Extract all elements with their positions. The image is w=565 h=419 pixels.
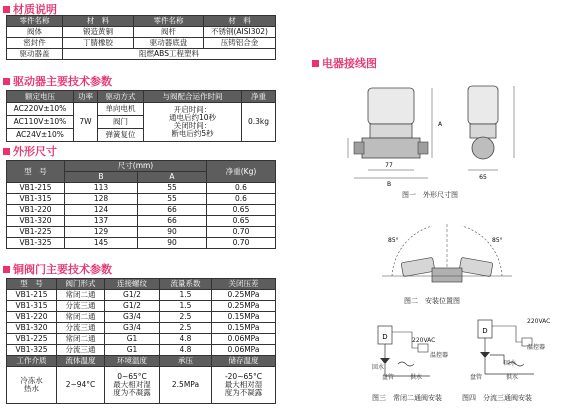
valve-cell: 常闭二通 bbox=[57, 312, 105, 323]
actuator-header: 驱动方式 bbox=[98, 91, 144, 103]
pressure-cell: 2.5MPa bbox=[160, 367, 212, 404]
material-header: 材 料 bbox=[204, 16, 276, 27]
voltage-cell: AC24V±10% bbox=[7, 129, 74, 142]
material-cell: 不锈钢(AISI302) bbox=[204, 27, 276, 38]
section-valve-title: 铜阀门主要技术参数 bbox=[3, 262, 112, 276]
supply-water-label-fig4: 供水 bbox=[506, 374, 519, 381]
bullet-icon bbox=[3, 78, 10, 85]
actuator-d-label: D bbox=[482, 327, 488, 335]
dimension-cell: 55 bbox=[138, 183, 207, 194]
valve-cell: 0.06MPa bbox=[212, 345, 276, 356]
bullet-icon bbox=[3, 148, 10, 155]
dimension-cell: 0.6 bbox=[207, 183, 276, 194]
valve-cell: 2.5 bbox=[160, 323, 212, 334]
valve-port-right bbox=[418, 142, 428, 154]
size-sub-header: B bbox=[65, 172, 138, 183]
actuator-header: 净重 bbox=[242, 91, 276, 103]
size-header: 尺寸(mm) bbox=[65, 161, 207, 172]
dimension-cell: 0.6 bbox=[207, 194, 276, 205]
outline-dimension-figure bbox=[340, 78, 540, 188]
drive-cell: 弹簧复位 bbox=[98, 129, 144, 142]
section-dimension-title: 外形尺寸 bbox=[3, 144, 57, 158]
dimension-cell: 113 bbox=[65, 183, 138, 194]
actuator-side-base bbox=[470, 124, 496, 138]
section-material-title: 材质说明 bbox=[3, 2, 57, 16]
valve-cell: VB1-220 bbox=[7, 312, 57, 323]
valve-cell: VB1-325 bbox=[7, 345, 57, 356]
voltage-cell: AC220V±10% bbox=[7, 103, 74, 116]
valve-cell: VB1-320 bbox=[7, 323, 57, 334]
bullet-icon bbox=[3, 6, 10, 13]
valve-cell: VB1-215 bbox=[7, 290, 57, 301]
dimension-cell: 0.65 bbox=[207, 205, 276, 216]
valve-symbol bbox=[480, 352, 490, 358]
valve-cell: 分流三通 bbox=[57, 323, 105, 334]
weight-cell: 0.3kg bbox=[242, 103, 276, 142]
valve-cell: 0.25MPa bbox=[212, 290, 276, 301]
valve-body bbox=[432, 268, 462, 282]
return-water-label-fig3: 回水 bbox=[372, 364, 385, 371]
thermostat-box bbox=[418, 344, 428, 352]
valve-port-left bbox=[354, 142, 364, 154]
dim-b-label: B bbox=[386, 181, 392, 188]
actuator-header: 与阀配合运作时间 bbox=[144, 91, 242, 103]
dimension-cell: 0.65 bbox=[207, 216, 276, 227]
ambient-temp-cell: 0~65°C 最大相对湿 度为不凝露 bbox=[105, 367, 160, 404]
timing-cell: 开启时间： 通电后约10秒 关闭时间： 断电后约5秒 bbox=[144, 103, 242, 142]
dimension-cell: VB1-215 bbox=[7, 183, 65, 194]
bypass-pipe bbox=[490, 355, 504, 364]
valve-cell: 2.5 bbox=[160, 312, 212, 323]
material-cell: 压铸铝合金 bbox=[204, 38, 276, 49]
thermostat-label-fig3: 温控器 bbox=[430, 352, 449, 359]
valve-cell: 0.06MPa bbox=[212, 334, 276, 345]
coil-label-fig4: 盘管 bbox=[470, 374, 483, 381]
figure4-caption: 图四 分流三通阀安装 bbox=[462, 394, 532, 402]
valve-cell: 分流三通 bbox=[57, 301, 105, 312]
drive-cell: 单向电机 bbox=[98, 103, 144, 116]
section-wiring-title: 电器接线图 bbox=[312, 56, 377, 70]
install-position-figure bbox=[372, 214, 522, 294]
dimension-cell: VB1-225 bbox=[7, 227, 65, 238]
dimension-cell: VB1-315 bbox=[7, 194, 65, 205]
valve-header: 流量系数 bbox=[160, 279, 212, 290]
bullet-icon bbox=[3, 266, 10, 273]
actuator-front-view bbox=[368, 88, 414, 124]
material-header: 零件名称 bbox=[7, 16, 63, 27]
material-table bbox=[6, 15, 276, 60]
valve-cell: G3/4 bbox=[105, 323, 160, 334]
material-cell: 阀杆 bbox=[134, 27, 204, 38]
actuator-side-view bbox=[468, 86, 498, 124]
valve-cell: G1/2 bbox=[105, 301, 160, 312]
dimension-cell: 90 bbox=[138, 227, 207, 238]
dimension-cell: 129 bbox=[65, 227, 138, 238]
valve-cell: G1/2 bbox=[105, 290, 160, 301]
dimension-cell: 66 bbox=[138, 216, 207, 227]
bullet-icon bbox=[312, 60, 319, 67]
valve-cell: 1.5 bbox=[160, 290, 212, 301]
actuator-table bbox=[6, 90, 276, 142]
valve-cell: G1 bbox=[105, 345, 160, 356]
model-header: 型 号 bbox=[7, 161, 65, 183]
power-cell: 7W bbox=[74, 103, 98, 142]
valve-cell: 0.15MPa bbox=[212, 323, 276, 334]
dimension-cell: 90 bbox=[138, 238, 207, 249]
dimension-cell: 66 bbox=[138, 205, 207, 216]
dimension-cell: VB1-320 bbox=[7, 216, 65, 227]
valve-header: 阀门形式 bbox=[57, 279, 105, 290]
valve-cell: 4.8 bbox=[160, 334, 212, 345]
coil-symbol bbox=[398, 362, 414, 366]
material-cell: 阻燃ABS工程塑料 bbox=[63, 49, 276, 60]
dimension-cell: 0.70 bbox=[207, 238, 276, 249]
dim-65-label: 65 bbox=[479, 174, 487, 181]
condition-header: 工作介质 bbox=[7, 356, 57, 367]
size-sub-header: A bbox=[138, 172, 207, 183]
valve-cell: 常闭二通 bbox=[57, 290, 105, 301]
dim-77-label: 77 bbox=[385, 162, 393, 169]
valve-table bbox=[6, 278, 276, 404]
material-cell: 阀体 bbox=[7, 27, 63, 38]
actuator-tilted-left bbox=[401, 257, 435, 276]
voltage-cell: AC110V±10% bbox=[7, 116, 74, 129]
dimension-cell: 137 bbox=[65, 216, 138, 227]
material-cell: 驱动器底盘 bbox=[134, 38, 204, 49]
fluid-temp-cell: 2~94°C bbox=[57, 367, 105, 404]
dimension-cell: 55 bbox=[138, 194, 207, 205]
material-cell: 锻造黄铜 bbox=[63, 27, 134, 38]
thermostat-label-fig4: 温控器 bbox=[527, 344, 546, 351]
valve-header: 连接螺纹 bbox=[105, 279, 160, 290]
valve-header: 型 号 bbox=[7, 279, 57, 290]
valve-cell: 4.8 bbox=[160, 345, 212, 356]
valve-cell: 0.25MPa bbox=[212, 301, 276, 312]
valve-header: 关闭压差 bbox=[212, 279, 276, 290]
dimension-cell: 124 bbox=[65, 205, 138, 216]
dimension-cell: 128 bbox=[65, 194, 138, 205]
voltage-label-fig3: 220VAC bbox=[412, 337, 436, 344]
valve-cell: 0.15MPa bbox=[212, 312, 276, 323]
valve-cell: VB1-225 bbox=[7, 334, 57, 345]
actuator-header: 功率 bbox=[74, 91, 98, 103]
valve-cell: 分流三通 bbox=[57, 345, 105, 356]
angle-left-label: 85° bbox=[388, 237, 399, 244]
dim-a-label: A bbox=[438, 121, 443, 128]
voltage-label-fig4: 220VAC bbox=[527, 318, 551, 325]
dimension-cell: VB1-325 bbox=[7, 238, 65, 249]
condition-header: 环境温度 bbox=[105, 356, 160, 367]
valve-cell: 常闭二通 bbox=[57, 334, 105, 345]
figure1-caption: 图一 外形尺寸图 bbox=[402, 191, 458, 199]
angle-right-label: 85° bbox=[492, 237, 503, 244]
coil-label-fig3: 盘管 bbox=[382, 374, 395, 381]
figure2-caption: 图二 安装位置图 bbox=[404, 297, 460, 305]
material-cell: 丁腈橡胶 bbox=[63, 38, 134, 49]
material-cell: 密封件 bbox=[7, 38, 63, 49]
section-actuator-title: 驱动器主要技术参数 bbox=[3, 74, 112, 88]
material-cell: 驱动器盖 bbox=[7, 49, 63, 60]
return-water-label-fig4: 回水 bbox=[504, 360, 517, 367]
valve-cell: G3/4 bbox=[105, 312, 160, 323]
dimension-cell: VB1-220 bbox=[7, 205, 65, 216]
figure3-caption: 图三 常闭二通阀安装 bbox=[372, 394, 442, 402]
weight-header: 净重(Kg) bbox=[207, 161, 276, 183]
valve-body-front bbox=[362, 138, 420, 158]
condition-header: 承压 bbox=[160, 356, 212, 367]
valve-cell: VB1-315 bbox=[7, 301, 57, 312]
dimension-cell: 0.70 bbox=[207, 227, 276, 238]
storage-temp-cell: -20~65°C 最大相对湿 度为不凝露 bbox=[212, 367, 276, 404]
valve-cell: G1 bbox=[105, 334, 160, 345]
valve-cell: 1.5 bbox=[160, 301, 212, 312]
dimension-table bbox=[6, 160, 276, 249]
material-header: 材 料 bbox=[63, 16, 134, 27]
material-header: 零件名称 bbox=[134, 16, 204, 27]
drive-cell: 阀门 bbox=[98, 116, 144, 129]
dimension-cell: 145 bbox=[65, 238, 138, 249]
supply-water-label-fig3: 供水 bbox=[410, 374, 423, 381]
wire-line bbox=[492, 326, 522, 342]
actuator-base bbox=[370, 124, 412, 138]
media-cell: 冷冻水 热水 bbox=[7, 367, 57, 404]
condition-header: 储存温度 bbox=[212, 356, 276, 367]
actuator-d-label: D bbox=[382, 333, 388, 341]
condition-header: 流体温度 bbox=[57, 356, 105, 367]
valve-body-side bbox=[472, 137, 494, 159]
actuator-tilted-right bbox=[459, 257, 493, 276]
actuator-header: 额定电压 bbox=[7, 91, 74, 103]
